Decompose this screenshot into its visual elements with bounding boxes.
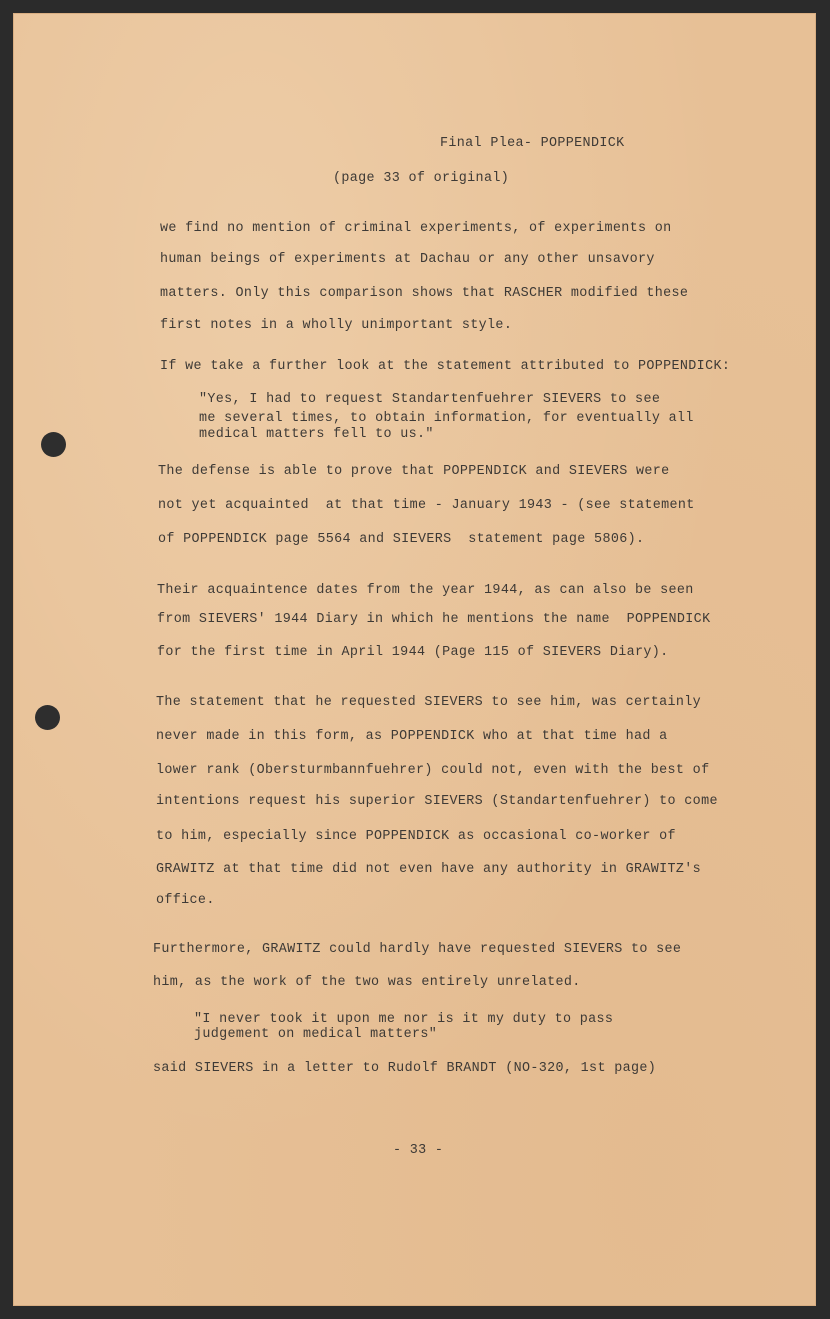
text-line: of POPPENDICK page 5564 and SIEVERS statement page 5806). — [158, 532, 645, 547]
text-line: for the first time in April 1944 (Page 115 of SIEVERS Diary). — [157, 645, 669, 660]
text-line: intentions request his superior SIEVERS (Standartenfuehrer) to come — [156, 794, 718, 809]
text-line: office. — [156, 893, 215, 908]
document-title: Final Plea- POPPENDICK — [440, 136, 625, 151]
text-line: me several times, to obtain information, for eventually all — [199, 411, 694, 426]
text-line: "I never took it upon me nor is it my duty to pass — [194, 1012, 614, 1027]
page-number: - 33 - — [393, 1143, 444, 1158]
text-line: If we take a further look at the statement attributed to POPPENDICK: — [160, 359, 731, 374]
text-line: not yet acquainted at that time - January 1943 - (see statement — [158, 498, 695, 513]
text-line: we find no mention of criminal experiments, of experiments on — [160, 221, 672, 236]
text-line: The defense is able to prove that POPPENDICK and SIEVERS were — [158, 464, 670, 479]
text-line: to him, especially since POPPENDICK as occasional co-worker of — [156, 829, 676, 844]
text-line: him, as the work of the two was entirely unrelated. — [153, 975, 581, 990]
text-line: GRAWITZ at that time did not even have any authority in GRAWITZ's — [156, 862, 702, 877]
text-line: first notes in a wholly unimportant style. — [160, 318, 513, 333]
punch-hole-bottom — [35, 705, 60, 730]
punch-hole-top — [41, 432, 66, 457]
document-subtitle: (page 33 of original) — [333, 171, 510, 186]
text-line: from SIEVERS' 1944 Diary in which he mentions the name POPPENDICK — [157, 612, 711, 627]
text-line: judgement on medical matters" — [194, 1027, 438, 1042]
text-line: lower rank (Obersturmbannfuehrer) could not, even with the best of — [156, 763, 710, 778]
text-line: Furthermore, GRAWITZ could hardly have requested SIEVERS to see — [153, 942, 682, 957]
text-line: human beings of experiments at Dachau or any other unsavory — [160, 252, 655, 267]
text-line: Their acquaintence dates from the year 1944, as can also be seen — [157, 583, 694, 598]
text-line: The statement that he requested SIEVERS to see him, was certainly — [156, 695, 702, 710]
text-line: medical matters fell to us." — [199, 427, 434, 442]
text-line: matters. Only this comparison shows that RASCHER modified these — [160, 286, 689, 301]
text-line: "Yes, I had to request Standartenfuehrer SIEVERS to see — [199, 392, 661, 407]
text-line: said SIEVERS in a letter to Rudolf BRANDT (NO-320, 1st page) — [153, 1061, 657, 1076]
text-line: never made in this form, as POPPENDICK who at that time had a — [156, 729, 668, 744]
